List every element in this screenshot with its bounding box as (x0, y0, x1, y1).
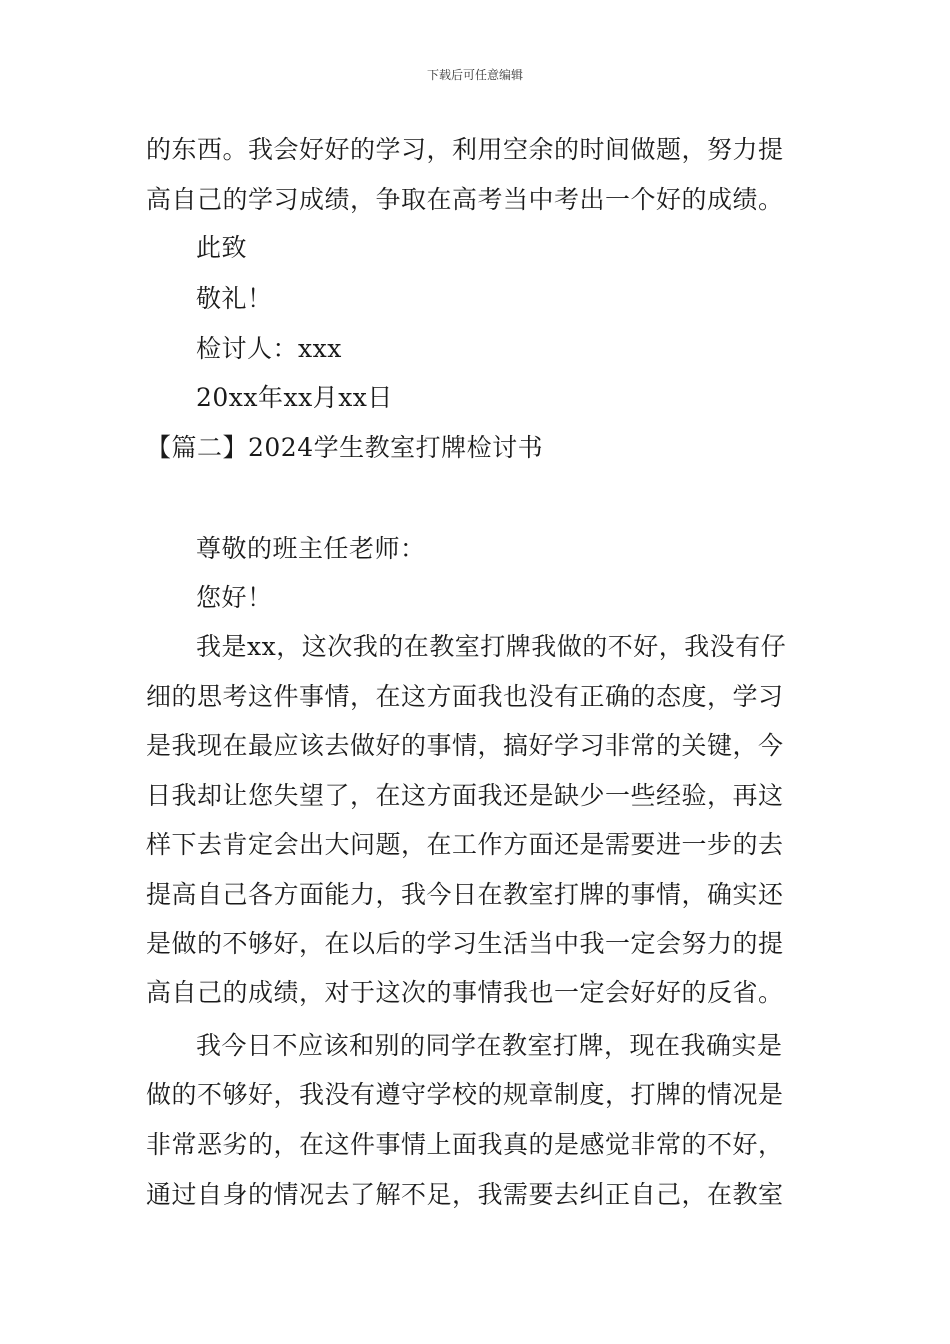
greeting-recipient: 尊敬的班主任老师： (196, 534, 426, 563)
body-line-10: 高自己的成绩，对于这次的事情我也一定会好好的反省。 (146, 978, 784, 1007)
section-heading: 【篇二】2024学生教室打牌检讨书 (146, 433, 544, 462)
body-line-12: 做的不够好，我没有遵守学校的规章制度，打牌的情况是 (146, 1080, 784, 1109)
body-line-13: 非常恶劣的，在这件事情上面我真的是感觉非常的不好， (146, 1130, 784, 1159)
body-line-9: 是做的不够好，在以后的学习生活当中我一定会努力的提 (146, 929, 784, 958)
page-header-note: 下载后可任意编辑 (426, 68, 523, 82)
closing-salutation: 此致 (196, 233, 248, 262)
body-line-4: 细的思考这件事情，在这方面我也没有正确的态度，学习 (146, 682, 784, 711)
body-line-7: 样下去肯定会出大问题，在工作方面还是需要进一步的去 (146, 830, 784, 859)
date-line: 20xx年xx月xx日 (196, 383, 393, 412)
body-line-11: 我今日不应该和别的同学在教室打牌，现在我确实是 (196, 1031, 783, 1060)
body-line-5: 是我现在最应该去做好的事情，搞好学习非常的关键，今 (146, 731, 784, 760)
body-line-8: 提高自己各方面能力，我今日在教室打牌的事情，确实还 (146, 880, 784, 909)
body-line-2: 高自己的学习成绩，争取在高考当中考出一个好的成绩。 (146, 185, 784, 214)
body-line-6: 日我却让您失望了，在这方面我还是缺少一些经验，再这 (146, 781, 784, 810)
body-line-14: 通过自身的情况去了解不足，我需要去纠正自己，在教室 (146, 1180, 784, 1209)
closing-respect: 敬礼！ (196, 284, 273, 313)
greeting-hello: 您好！ (196, 583, 273, 612)
signature-line: 检讨人：xxx (196, 334, 342, 363)
body-line-1: 的东西。我会好好的学习，利用空余的时间做题，努力提 (146, 135, 784, 164)
body-line-3: 我是xx，这次我的在教室打牌我做的不好，我没有仔 (196, 632, 787, 661)
